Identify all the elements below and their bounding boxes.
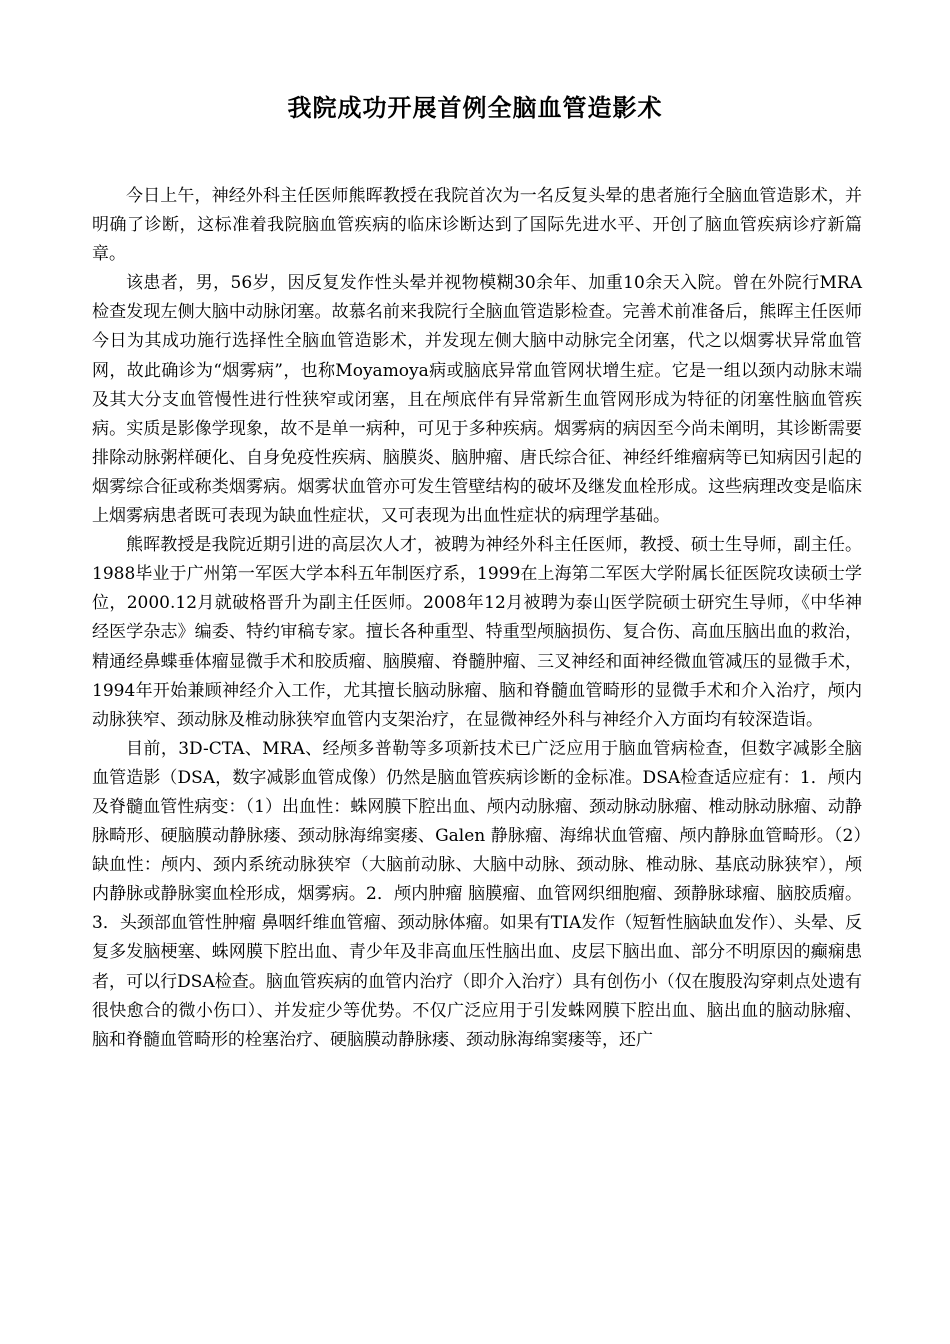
paragraph-dsa-indications: 目前，3D-CTA、MRA、经颅多普勒等多项新技术已广泛应用于脑血管病检查，但数字减影全脑血管造影（DSA，数字减影血管成像）仍然是脑血管疾病诊断的金标准。DSA检查适应症有：1．颅内及脊髓血管性病变：（1）出血性：蛛网膜下腔出血、颅内动脉瘤、颈动脉动脉瘤、椎动脉动脉瘤、动静脉畸形、硬脑膜动静脉瘘、颈动脉海绵窦瘘、Galen 静脉瘤、海绵状血管瘤、颅内静脉血管畸形。（2）缺血性：颅内、颈内系统动脉狭窄（大脑前动脉、大脑中动脉、颈动脉、椎动脉、基底动脉狭窄），颅内静脉或静脉窦血栓形成，烟雾病。2．颅内肿瘤 脑膜瘤、血管网织细胞瘤、颈静脉球瘤、脑胶质瘤。3．头颈部血管性肿瘤 鼻咽纤维血管瘤、颈动脉体瘤。如果有TIA发作（短暂性脑缺血发作）、头晕、反复多发脑梗塞、蛛网膜下腔出血、青少年及非高血压性脑出血、皮层下脑出血、部分不明原因的癫痫患者，可以行DSA检查。脑血管疾病的血管内治疗（即介入治疗）具有创伤小（仅在腹股沟穿刺点处遗有很快愈合的微小伤口）、并发症少等优势。不仅广泛应用于引发蛛网膜下腔出血、脑出血的脑动脉瘤、脑和脊髓血管畸形的栓塞治疗、硬脑膜动静脉瘘、颈动脉海绵窦瘘等，还广 bbox=[92, 738, 862, 1050]
paragraph-intro: 今日上午，神经外科主任医师熊晖教授在我院首次为一名反复头晕的患者施行全脑血管造影术，并明确了诊断，这标准着我院脑血管疾病的临床诊断达到了国际先进水平、开创了脑血管疾病诊疗新篇章。 bbox=[92, 186, 862, 265]
paragraph-doctor-profile: 熊晖教授是我院近期引进的高层次人才，被聘为神经外科主任医师，教授、硕士生导师，副主任。1988毕业于广州第一军医大学本科五年制医疗系，1999在上海第二军医大学附属长征医院攻读硕士学位，2000.12月就破格晋升为副主任医师。2008年12月被聘为泰山医学院硕士研究生导师，《中华神经医学杂志》编委、特约审稿专家。擅长各种重型、特重型颅脑损伤、复合伤、高血压脑出血的救治，精通经鼻蝶垂体瘤显微手术和胶质瘤、脑膜瘤、脊髓肿瘤、三叉神经和面神经微血管减压的显微手术，1994年开始兼顾神经介入工作，尤其擅长脑动脉瘤、脑和脊髓血管畸形的显微手术和介入治疗，颅内动脉狭窄、颈动脉及椎动脉狭窄血管内支架治疗，在显微神经外科与神经介入方面均有较深造诣。 bbox=[92, 535, 862, 730]
page-title: 我院成功开展首例全脑血管造影术 bbox=[287, 94, 663, 123]
paragraph-patient-case: 该患者，男，56岁，因反复发作性头晕并视物模糊30余年、加重10余天入院。曾在外院行MRA检查发现左侧大脑中动脉闭塞。故慕名前来我院行全脑血管造影检查。完善术前准备后，熊晖主任医师今日为其成功施行选择性全脑血管造影术，并发现左侧大脑中动脉完全闭塞，代之以烟雾状异常血管网，故此确诊为“烟雾病”，也称Moyamoya病或脑底异常血管网状增生症。它是一组以颈内动脉末端及其大分支血管慢性进行性狭窄或闭塞，且在颅底伴有异常新生血管网形成为特征的闭塞性脑血管疾病。实质是影像学现象，故不是单一病种，可见于多种疾病。烟雾病的病因至今尚未阐明，其诊断需要排除动脉粥样硬化、自身免疫性疾病、脑膜炎、脑肿瘤、唐氏综合征、神经纤维瘤病等已知病因引起的烟雾综合征或称类烟雾病。烟雾状血管亦可发生管壁结构的破坏及继发血栓形成。这些病理改变是临床上烟雾病患者既可表现为缺血性症状，又可表现为出血性症状的病理学基础。 bbox=[92, 273, 862, 527]
article-body bbox=[92, 182, 862, 1055]
